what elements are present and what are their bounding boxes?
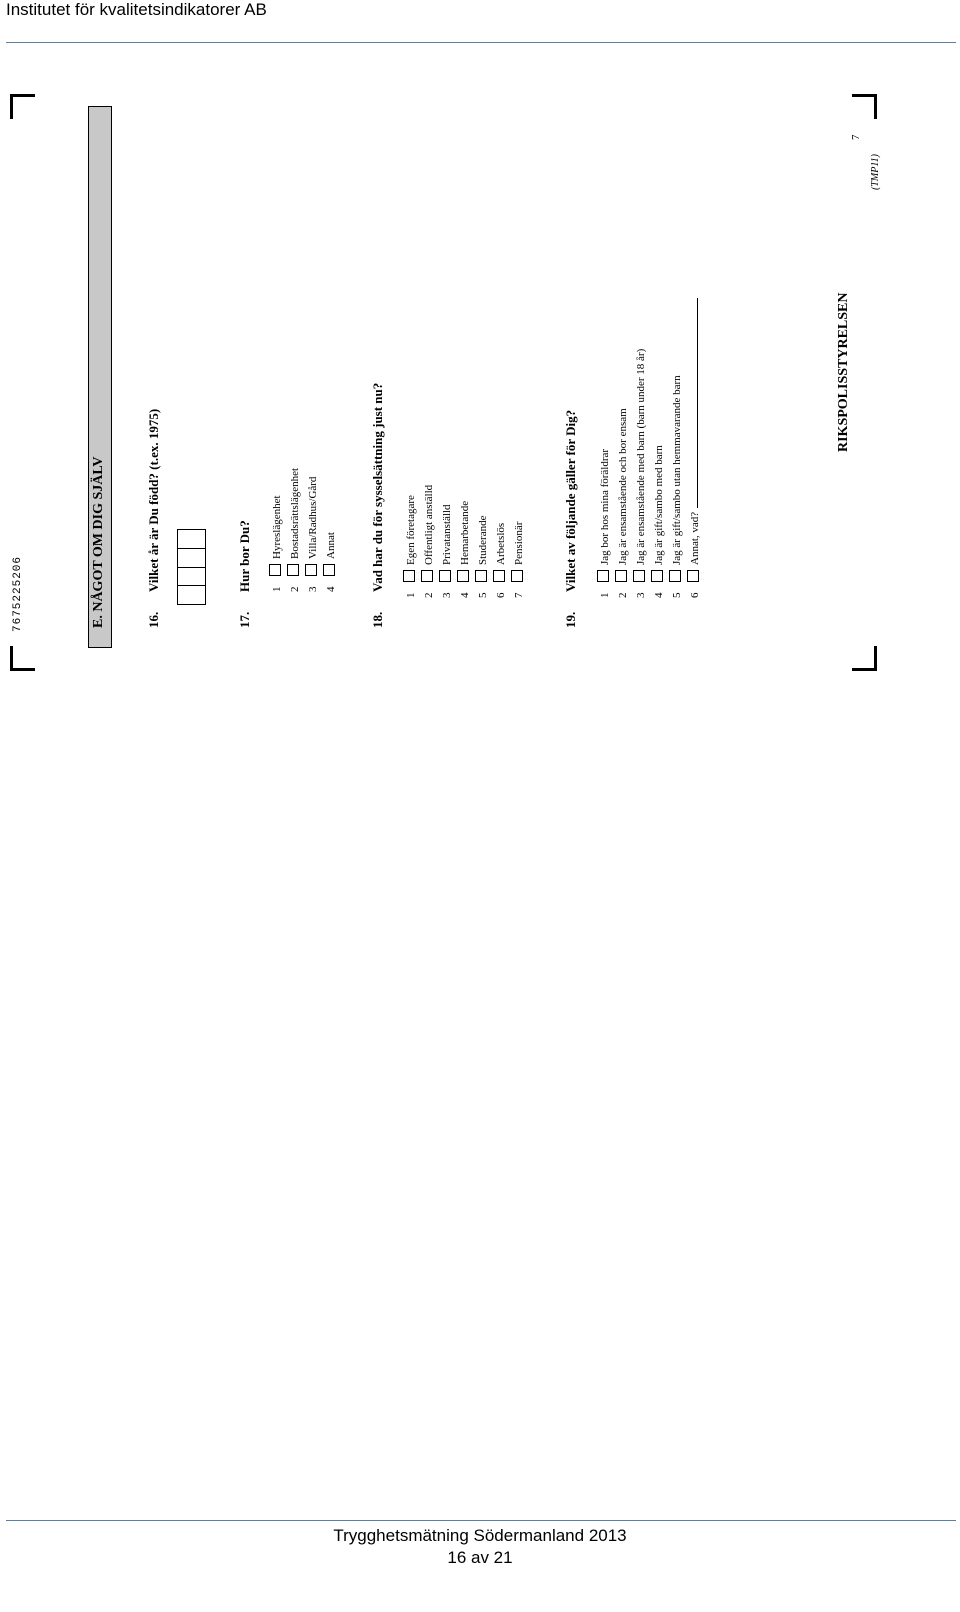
q16-text: Vilket år är Du född? (t.ex. 1975) [146, 408, 161, 592]
option-number: 6 [495, 592, 507, 598]
option-label: Villa/Radhus/Gård [307, 476, 319, 559]
q18-options [402, 485, 528, 598]
q19-number: 19. [563, 611, 578, 628]
option-number: 7 [513, 592, 525, 598]
option-label: Jag är ensamstående och bor ensam [617, 408, 629, 565]
q18-option [474, 485, 492, 598]
option-label: Arbetslös [495, 522, 507, 565]
q18-number: 18. [370, 611, 385, 628]
checkbox[interactable] [403, 570, 415, 582]
option-label: Jag är ensamstående med barn (barn under 18 år) [635, 348, 647, 565]
q17-option [304, 468, 322, 592]
option-number: 5 [671, 592, 683, 598]
q18-text: Vad har du för sysselsättning just nu? [370, 382, 385, 592]
footer-rule [6, 1520, 956, 1521]
q18-option [420, 485, 438, 598]
checkbox[interactable] [457, 570, 469, 582]
checkbox[interactable] [669, 570, 681, 582]
q19-text: Vilket av följande gäller för Dig? [563, 409, 578, 592]
checkbox[interactable] [305, 564, 317, 576]
crop-mark-bottom-right [852, 646, 877, 671]
footer-page: 16 av 21 [447, 1548, 513, 1567]
option-label: Hyreslägenhet [271, 495, 283, 559]
form-code: 7675225206 [12, 555, 24, 632]
birth-year-boxes[interactable] [177, 529, 206, 605]
q18-option [456, 485, 474, 598]
q19-option [650, 298, 668, 598]
option-number: 1 [405, 592, 417, 598]
option-label: Annat, vad? [689, 511, 701, 565]
q19-option [686, 298, 704, 598]
option-label: Studerande [477, 515, 489, 565]
crop-mark-top-left [10, 94, 35, 119]
option-label: Pensionär [513, 521, 525, 565]
q18-option [402, 485, 420, 598]
crop-mark-bottom-left [10, 646, 35, 671]
q17-text: Hur bor Du? [237, 520, 252, 592]
header-rule [6, 42, 956, 43]
checkbox[interactable] [651, 570, 663, 582]
q17-number: 17. [237, 611, 252, 628]
checkbox[interactable] [597, 570, 609, 582]
option-number: 3 [307, 586, 319, 592]
option-number: 3 [635, 592, 647, 598]
option-number: 3 [441, 592, 453, 598]
checkbox[interactable] [323, 564, 335, 576]
form-id: (TMP11) [870, 154, 881, 190]
organisation-name: RIKSPOLISSTYRELSEN [836, 292, 851, 452]
option-number: 1 [271, 586, 283, 592]
checkbox[interactable] [633, 570, 645, 582]
option-label: Annat [325, 532, 337, 559]
checkbox[interactable] [687, 570, 699, 582]
form-page-number: 7 [850, 134, 862, 140]
option-label: Privatanställd [441, 504, 453, 565]
checkbox[interactable] [287, 564, 299, 576]
option-number: 6 [689, 592, 701, 598]
option-label: Egen företagare [405, 495, 417, 565]
q19-options [596, 298, 704, 598]
option-number: 2 [617, 592, 629, 598]
other-answer-line[interactable] [687, 298, 698, 508]
option-number: 2 [423, 592, 435, 598]
footer-title: Trygghetsmätning Södermanland 2013 [333, 1526, 627, 1545]
option-label: Jag är gift/sambo med barn [653, 445, 665, 565]
option-label: Offentligt anställd [423, 484, 435, 565]
option-number: 1 [599, 592, 611, 598]
option-number: 4 [459, 592, 471, 598]
checkbox[interactable] [475, 570, 487, 582]
q17-option [268, 468, 286, 592]
q17-options [268, 468, 340, 592]
option-label: Hemarbetande [459, 500, 471, 565]
checkbox[interactable] [511, 570, 523, 582]
q17-option [322, 468, 340, 592]
option-number: 5 [477, 592, 489, 598]
q18-option [438, 485, 456, 598]
q19-option [632, 298, 650, 598]
option-label: Jag bor hos mina föräldrar [599, 448, 611, 565]
checkbox[interactable] [615, 570, 627, 582]
crop-mark-top-right [852, 94, 877, 119]
q16-number: 16. [146, 611, 161, 628]
checkbox[interactable] [439, 570, 451, 582]
checkbox[interactable] [269, 564, 281, 576]
checkbox[interactable] [421, 570, 433, 582]
option-number: 4 [653, 592, 665, 598]
option-number: 4 [325, 586, 337, 592]
q18-option [492, 485, 510, 598]
q19-option [596, 298, 614, 598]
q17-option [286, 468, 304, 592]
section-title: E. NÅGOT OM DIG SJÄLV [91, 456, 106, 628]
checkbox[interactable] [493, 570, 505, 582]
q19-option [614, 298, 632, 598]
option-number: 2 [289, 586, 301, 592]
option-label: Jag är gift/sambo utan hemmavarande barn [671, 375, 683, 565]
header-title: Institutet för kvalitetsindikatorer AB [6, 0, 267, 19]
option-label: Bostadsrättslägenhet [289, 467, 301, 559]
q18-option [510, 485, 528, 598]
q19-option [668, 298, 686, 598]
